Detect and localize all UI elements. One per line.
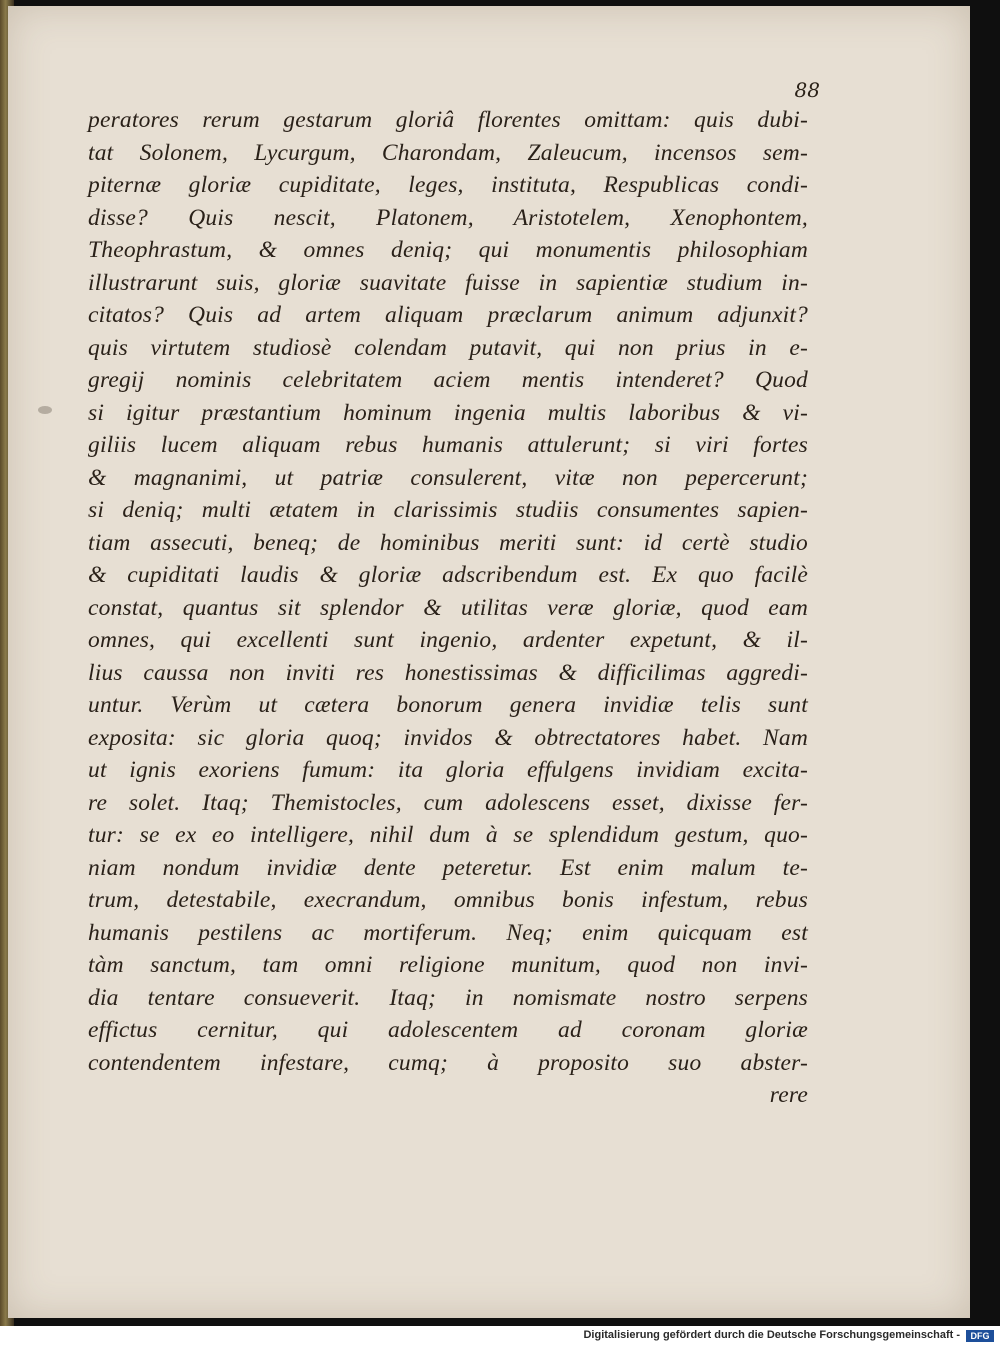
text-line: tàm sanctum, tam omni religione munitum, quod non invi- (88, 952, 808, 978)
text-block (88, 104, 808, 1112)
text-line: tiam assecuti, beneq; de hominibus meriti sunt: id certè studio (88, 529, 808, 556)
page-number: 88 (794, 78, 820, 102)
catchword: rere (769, 1082, 808, 1108)
text-line: gregij nominis celebritatem aciem mentis intenderet? Quod (88, 367, 808, 393)
text-line: humanis pestilens ac mortiferum. Neq; enim quicquam est (88, 919, 808, 946)
text-line: quis virtutem studiosè colendam putavit, qui non prius in e- (88, 334, 808, 361)
text-line: si deniq; multi ætatem in clarissimis studiis consumentes sapien- (88, 497, 808, 523)
text-line: peratores rerum gestarum gloriâ florentes omittam: quis dubi- (88, 107, 808, 133)
text-line: piternæ gloriæ cupiditate, leges, instituta, Respublicas condi- (88, 172, 808, 198)
text-line: Theophrastum, & omnes deniq; qui monumentis philosophiam (88, 237, 808, 263)
text-line: & cupiditati laudis & gloriæ adscribendum est. Ex quo facilè (88, 562, 808, 588)
text-line: tur: se ex eo intelligere, nihil dum à se splendidum gestum, quo- (88, 822, 808, 848)
text-line: citatos? Quis ad artem aliquam præclarum animum adjunxit? (88, 302, 808, 328)
text-line: si igitur præstantium hominum ingenia multis laboribus & vi- (88, 399, 808, 426)
text-line: disse? Quis nescit, Platonem, Aristotelem, Xenophontem, (88, 204, 808, 231)
text-line: constat, quantus sit splendor & utilitas veræ gloriæ, quod eam (88, 594, 808, 621)
footer-bar (0, 1326, 1000, 1346)
text-line: ut ignis exoriens fumum: ita gloria effulgens invidiam excita- (88, 757, 808, 783)
book-page (8, 6, 970, 1318)
text-line: & magnanimi, ut patriæ consulerent, vitæ non pepercerunt; (88, 464, 808, 491)
text-line: trum, detestabile, execrandum, omnibus bonis infestum, rebus (88, 887, 808, 913)
text-line: lius caussa non inviti res honestissimas & difficilimas aggredi- (88, 659, 808, 686)
ink-smudge (38, 406, 52, 414)
funding-credit: Digitalisierung gefördert durch die Deutsche Forschungsgemeinschaft - (583, 1329, 960, 1341)
text-line: giliis lucem aliquam rebus humanis attulerunt; si viri fortes (88, 432, 808, 458)
text-line: dia tentare consueverit. Itaq; in nomismate nostro serpens (88, 984, 808, 1011)
text-line: effictus cernitur, qui adolescentem ad coronam gloriæ (88, 1017, 808, 1043)
text-line: contendentem infestare, cumq; à proposito suo abster- (88, 1049, 808, 1076)
text-line: omnes, qui excellenti sunt ingenio, ardenter expetunt, & il- (88, 627, 808, 653)
text-line: niam nondum invidiæ dente peteretur. Est enim malum te- (88, 854, 808, 881)
text-line: tat Solonem, Lycurgum, Charondam, Zaleucum, incensos sem- (88, 139, 808, 166)
text-line: exposita: sic gloria quoq; invidos & obtrectatores habet. Nam (88, 724, 808, 751)
text-line: illustrarunt suis, gloriæ suavitate fuisse in sapientiæ studium in- (88, 269, 808, 296)
text-line: untur. Verùm ut cætera bonorum genera invidiæ telis sunt (88, 692, 808, 718)
text-line: re solet. Itaq; Themistocles, cum adolescens esset, dixisse fer- (88, 789, 808, 816)
dfg-logo-icon[interactable]: DFG (966, 1330, 994, 1342)
